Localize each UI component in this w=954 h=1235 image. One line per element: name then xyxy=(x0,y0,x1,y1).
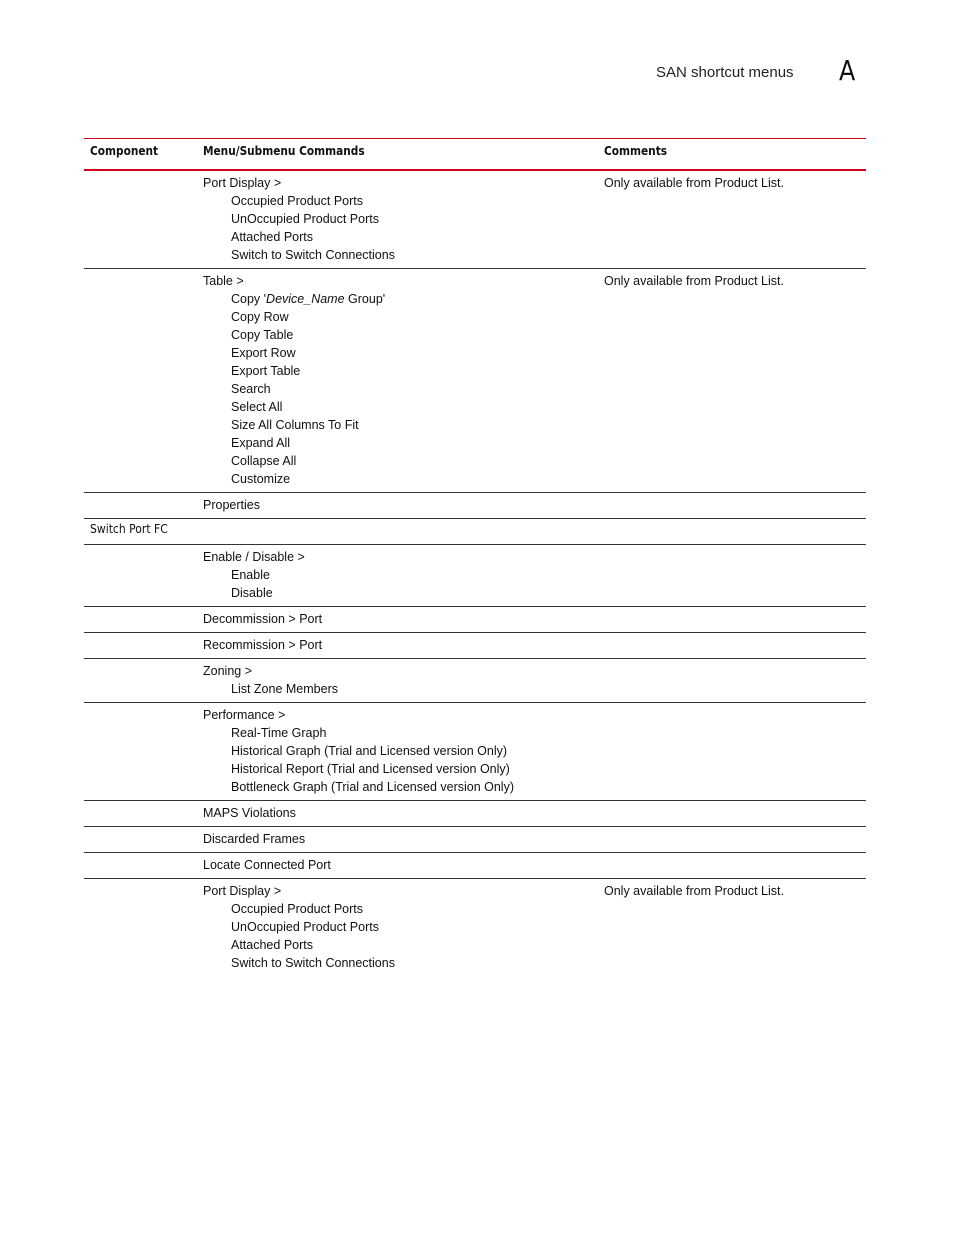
submenu-command: Switch to Switch Connections xyxy=(231,956,395,970)
submenu-command: Attached Ports xyxy=(231,938,313,952)
menu-commands xyxy=(203,706,593,796)
copy-suffix: Group' xyxy=(344,292,386,306)
column-header-component: Component xyxy=(90,144,159,158)
menu-command: Table > xyxy=(203,274,244,288)
submenu-command: Size All Columns To Fit xyxy=(231,418,359,432)
menu-commands xyxy=(203,174,593,264)
submenu-command: UnOccupied Product Ports xyxy=(231,212,379,226)
column-header-comments: Comments xyxy=(604,144,668,158)
submenu-command: Select All xyxy=(231,400,283,414)
table-header xyxy=(84,138,866,171)
table-row xyxy=(84,633,866,659)
table-row xyxy=(84,703,866,801)
submenu-command: Search xyxy=(231,382,271,396)
comment-text: Only available from Product List. xyxy=(604,884,784,898)
menu-commands xyxy=(203,856,593,874)
submenu-command: Customize xyxy=(231,472,291,486)
menu-commands xyxy=(203,662,593,698)
column-header-menu: Menu/Submenu Commands xyxy=(203,144,365,158)
menu-commands xyxy=(203,548,593,602)
menu-command: Port Display > xyxy=(203,176,282,190)
table-row xyxy=(84,659,866,703)
table-row xyxy=(84,171,866,269)
copy-prefix: Copy ' xyxy=(231,292,267,306)
submenu-command: Historical Report (Trial and Licensed version Only) xyxy=(231,762,510,776)
menu-command: Locate Connected Port xyxy=(203,858,331,872)
submenu-command: Switch to Switch Connections xyxy=(231,248,395,262)
submenu-command: UnOccupied Product Ports xyxy=(231,920,379,934)
submenu-command: Export Row xyxy=(231,346,296,360)
menu-command: Port Display > xyxy=(203,884,282,898)
menu-commands xyxy=(203,636,593,654)
table-row xyxy=(84,607,866,633)
menu-command: Recommission > Port xyxy=(203,638,323,652)
device-name-placeholder: Device_Name xyxy=(266,292,345,306)
table-body xyxy=(84,171,866,976)
table-row xyxy=(84,879,866,976)
submenu-command: Attached Ports xyxy=(231,230,313,244)
table-row xyxy=(84,853,866,879)
submenu-command xyxy=(203,290,593,308)
menu-commands xyxy=(203,496,593,514)
menu-command: Zoning > xyxy=(203,664,252,678)
submenu-command: Expand All xyxy=(231,436,291,450)
appendix-letter: A xyxy=(839,54,856,87)
submenu-command: Enable xyxy=(231,568,270,582)
table-row xyxy=(84,545,866,607)
page-section-title: SAN shortcut menus xyxy=(656,64,794,81)
submenu-command: Occupied Product Ports xyxy=(231,902,364,916)
menu-commands xyxy=(203,272,593,488)
menu-commands xyxy=(203,830,593,848)
menu-command: Discarded Frames xyxy=(203,832,306,846)
submenu-command: Disable xyxy=(231,586,273,600)
table-row xyxy=(84,827,866,853)
menu-command: Performance > xyxy=(203,708,286,722)
submenu-command: Bottleneck Graph (Trial and Licensed version Only) xyxy=(231,780,515,794)
menu-commands xyxy=(203,522,593,540)
menu-command: Decommission > Port xyxy=(203,612,323,626)
menu-commands xyxy=(203,610,593,628)
submenu-command: Copy Table xyxy=(231,328,294,342)
menu-commands xyxy=(203,882,593,972)
menu-command: Enable / Disable > xyxy=(203,550,305,564)
submenu-command: Collapse All xyxy=(231,454,297,468)
submenu-command: Export Table xyxy=(231,364,301,378)
shortcut-menu-table xyxy=(84,138,866,976)
component-name: Switch Port FC xyxy=(90,522,168,536)
menu-command: Properties xyxy=(203,498,260,512)
table-row xyxy=(84,269,866,493)
comment-text: Only available from Product List. xyxy=(604,176,784,190)
menu-commands xyxy=(203,804,593,822)
submenu-command: Historical Graph (Trial and Licensed version Only) xyxy=(231,744,508,758)
table-row xyxy=(84,801,866,827)
table-row xyxy=(84,519,866,545)
submenu-command: Real-Time Graph xyxy=(231,726,327,740)
spacer xyxy=(203,522,593,540)
comment-text: Only available from Product List. xyxy=(604,274,784,288)
table-row xyxy=(84,493,866,519)
submenu-command: Occupied Product Ports xyxy=(231,194,364,208)
menu-command: MAPS Violations xyxy=(203,806,296,820)
submenu-command: List Zone Members xyxy=(231,682,338,696)
submenu-command: Copy Row xyxy=(231,310,289,324)
